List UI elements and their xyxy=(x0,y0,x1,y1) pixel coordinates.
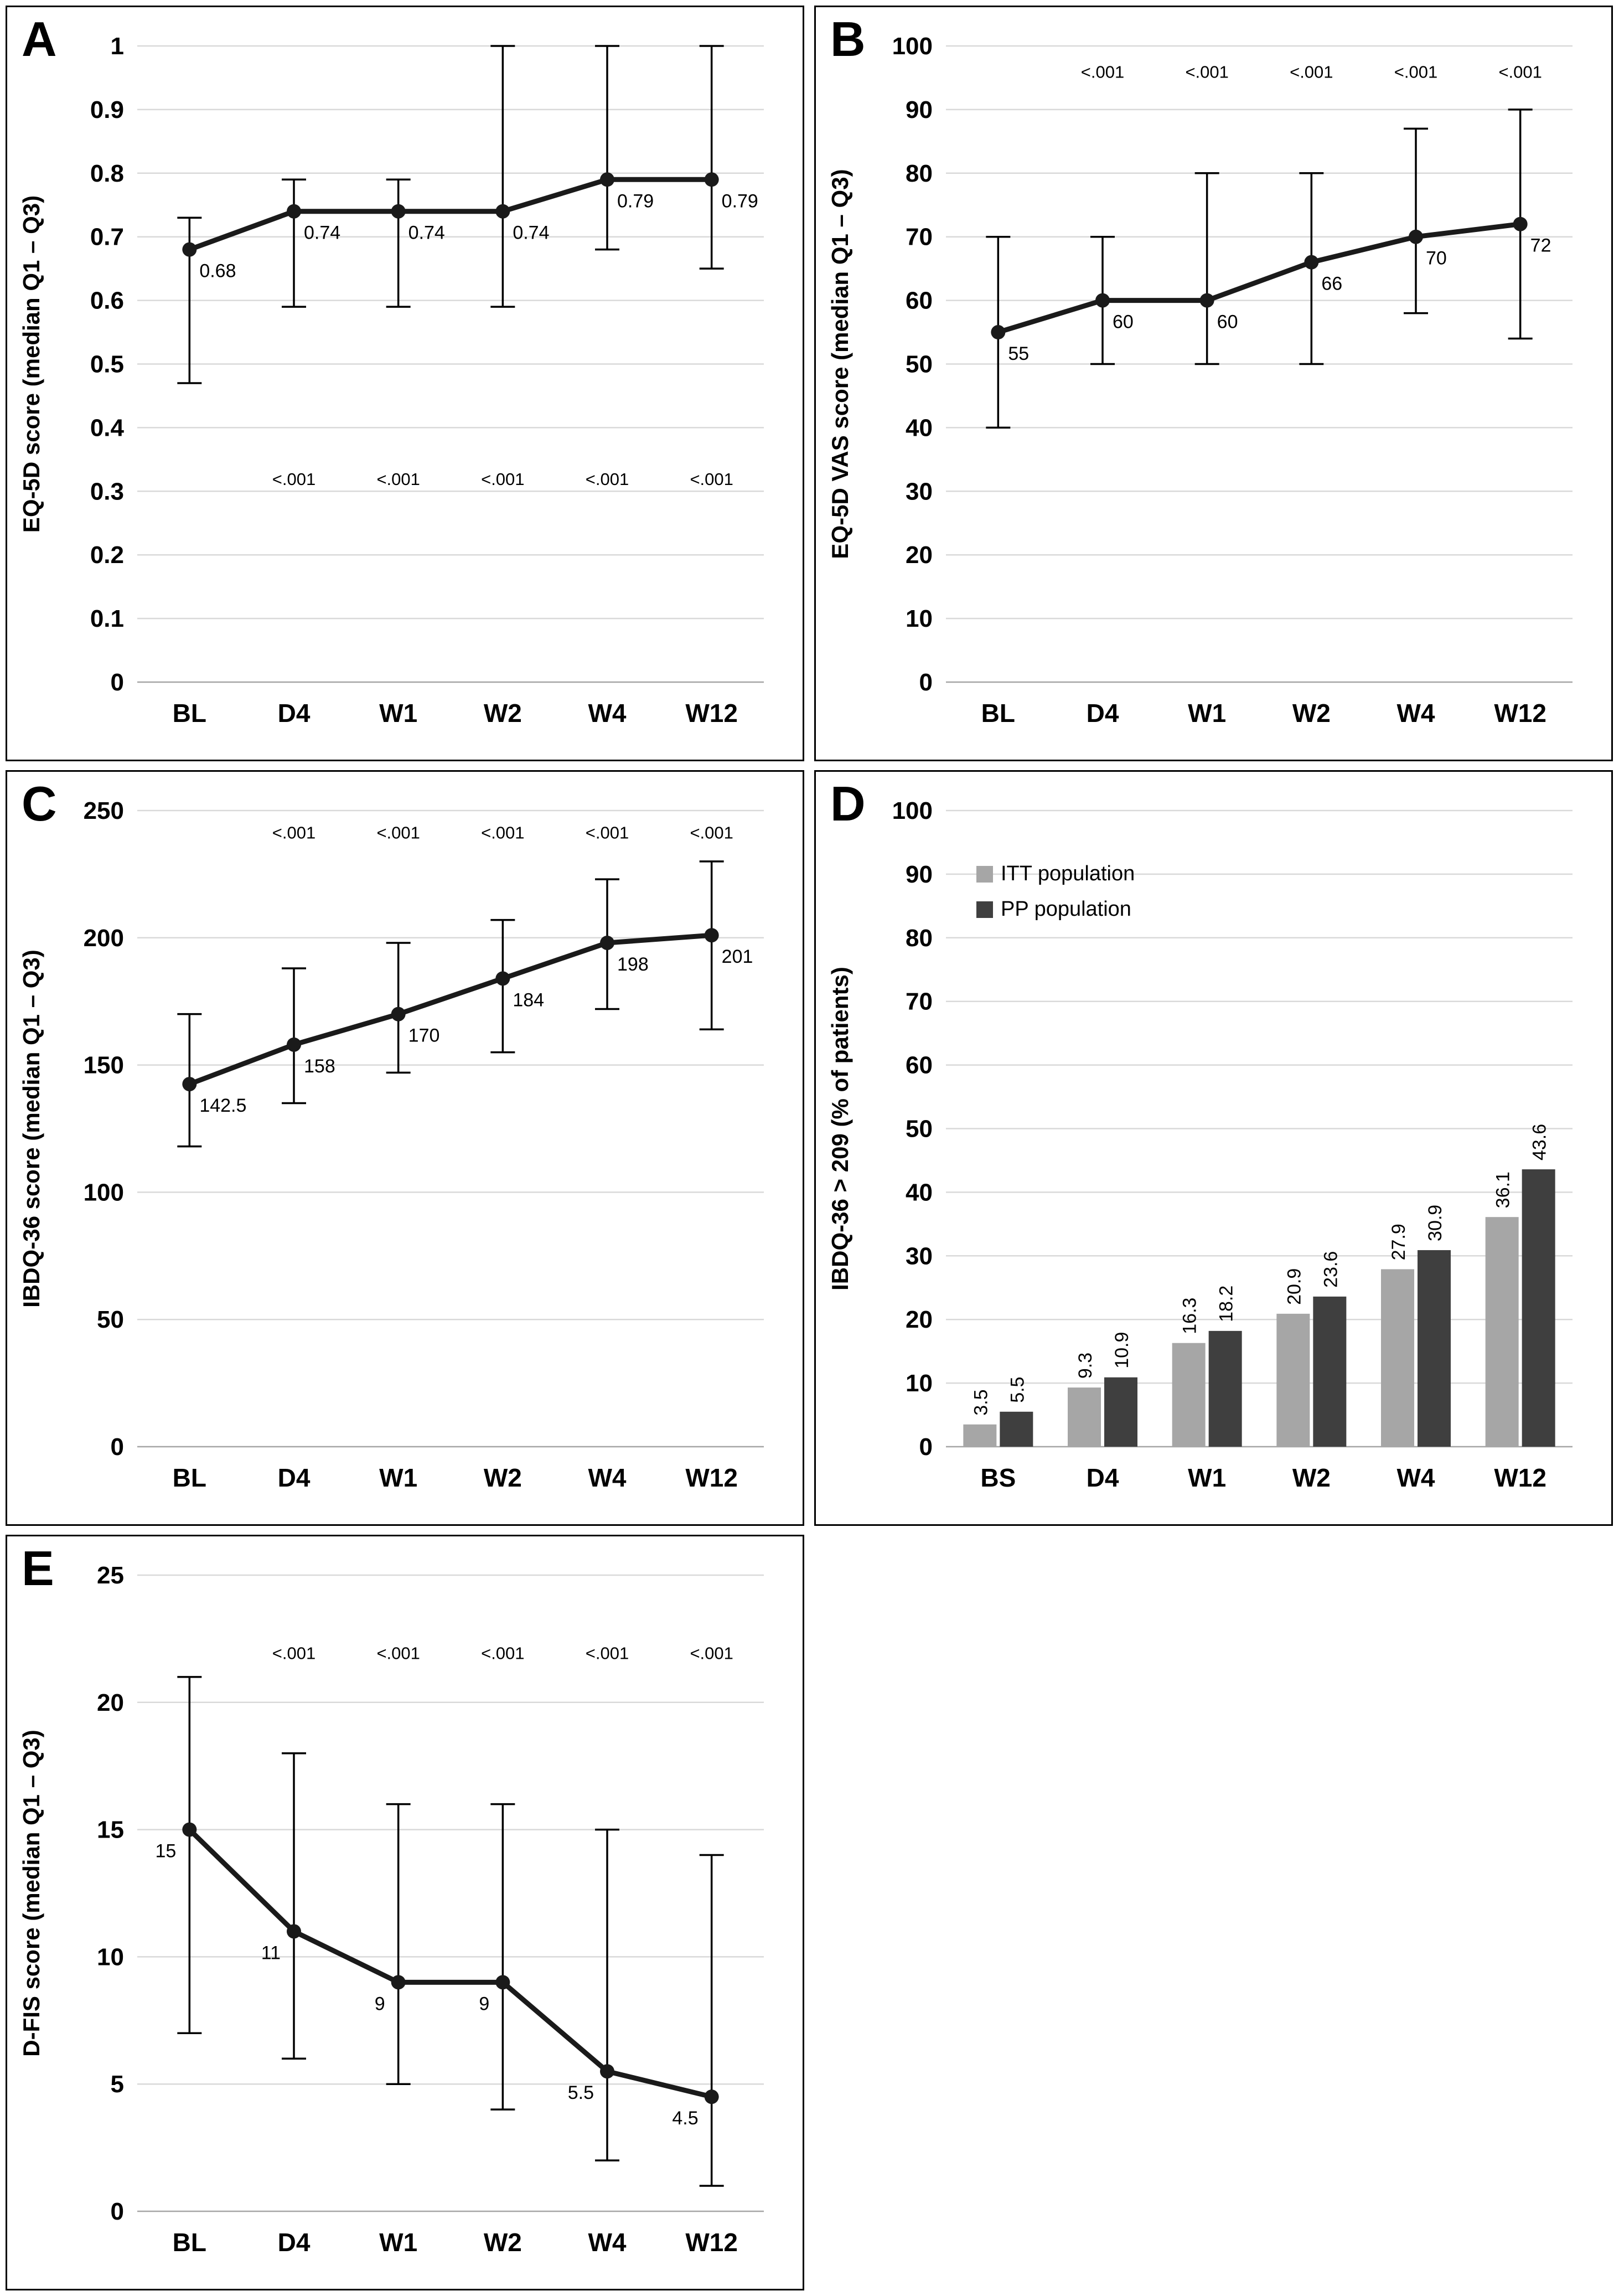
svg-text:BL: BL xyxy=(172,1463,206,1492)
svg-text:60: 60 xyxy=(906,287,933,314)
svg-text:0.8: 0.8 xyxy=(90,159,124,187)
svg-text:D4: D4 xyxy=(277,1463,311,1492)
svg-text:0: 0 xyxy=(919,669,933,696)
svg-text:100: 100 xyxy=(83,1179,124,1206)
svg-text:IBDQ-36 score (median Q1 – Q3): IBDQ-36 score (median Q1 – Q3) xyxy=(18,950,44,1308)
svg-text:20: 20 xyxy=(906,1306,933,1334)
svg-text:<.001: <.001 xyxy=(585,823,629,843)
svg-text:25: 25 xyxy=(97,1562,124,1589)
svg-text:W4: W4 xyxy=(1396,1463,1435,1492)
svg-text:11: 11 xyxy=(261,1942,281,1964)
svg-text:60: 60 xyxy=(1113,311,1134,333)
svg-text:W1: W1 xyxy=(379,1463,418,1492)
svg-text:90: 90 xyxy=(906,96,933,123)
svg-text:60: 60 xyxy=(1217,311,1238,333)
svg-text:3.5: 3.5 xyxy=(970,1389,992,1416)
svg-text:0.68: 0.68 xyxy=(199,260,236,282)
empty-cell xyxy=(814,1535,1613,2290)
svg-text:201: 201 xyxy=(721,946,753,968)
svg-text:60: 60 xyxy=(906,1051,933,1079)
svg-text:W4: W4 xyxy=(588,1463,627,1492)
panel-d xyxy=(814,770,1613,1526)
svg-text:43.6: 43.6 xyxy=(1529,1123,1550,1161)
chart-c-ibdq36-score xyxy=(7,772,803,1524)
svg-text:<.001: <.001 xyxy=(690,469,733,489)
panel-a xyxy=(6,6,804,761)
svg-text:W2: W2 xyxy=(483,699,522,728)
svg-text:10: 10 xyxy=(906,1370,933,1397)
svg-text:W2: W2 xyxy=(1292,699,1331,728)
svg-text:20: 20 xyxy=(906,541,933,569)
svg-text:27.9: 27.9 xyxy=(1388,1224,1409,1261)
svg-text:W12: W12 xyxy=(1494,699,1546,728)
svg-text:0: 0 xyxy=(110,2198,124,2225)
panel-c-letter: C xyxy=(22,776,57,831)
svg-text:W1: W1 xyxy=(379,699,418,728)
svg-text:0: 0 xyxy=(110,669,124,696)
svg-text:0.79: 0.79 xyxy=(721,190,758,212)
svg-text:9: 9 xyxy=(374,1993,385,2015)
svg-text:36.1: 36.1 xyxy=(1492,1172,1514,1209)
svg-text:<.001: <.001 xyxy=(272,823,316,843)
svg-text:0.74: 0.74 xyxy=(408,222,445,244)
svg-text:0.3: 0.3 xyxy=(90,478,124,505)
svg-text:30.9: 30.9 xyxy=(1425,1204,1446,1241)
svg-text:0: 0 xyxy=(919,1433,933,1461)
svg-text:W1: W1 xyxy=(379,2228,418,2257)
svg-text:EQ-5D VAS score (median Q1 – Q: EQ-5D VAS score (median Q1 – Q3) xyxy=(827,169,853,559)
svg-text:4.5: 4.5 xyxy=(672,2108,699,2129)
svg-text:55: 55 xyxy=(1008,343,1030,365)
panel-a-letter: A xyxy=(22,12,57,66)
svg-text:15: 15 xyxy=(155,1840,177,1862)
svg-text:W2: W2 xyxy=(483,2228,522,2257)
svg-text:0.74: 0.74 xyxy=(304,222,341,244)
svg-text:10: 10 xyxy=(97,1943,124,1971)
svg-text:10: 10 xyxy=(906,605,933,633)
svg-text:198: 198 xyxy=(617,953,649,975)
svg-text:0.9: 0.9 xyxy=(90,96,124,123)
svg-text:W12: W12 xyxy=(685,699,738,728)
svg-text:W12: W12 xyxy=(685,2228,738,2257)
svg-text:<.001: <.001 xyxy=(1080,62,1125,82)
svg-text:90: 90 xyxy=(906,860,933,888)
svg-text:D4: D4 xyxy=(277,699,311,728)
svg-text:<.001: <.001 xyxy=(690,823,733,843)
svg-text:9.3: 9.3 xyxy=(1075,1352,1096,1379)
svg-text:PP population: PP population xyxy=(1001,897,1131,921)
svg-text:<.001: <.001 xyxy=(585,469,629,489)
svg-text:70: 70 xyxy=(1426,247,1447,269)
svg-text:D4: D4 xyxy=(277,2228,311,2257)
svg-text:16.3: 16.3 xyxy=(1179,1297,1201,1334)
svg-text:W4: W4 xyxy=(588,699,627,728)
svg-text:18.2: 18.2 xyxy=(1215,1285,1237,1322)
svg-text:ITT population: ITT population xyxy=(1001,862,1135,885)
svg-text:40: 40 xyxy=(906,414,933,442)
svg-text:W2: W2 xyxy=(1292,1463,1331,1492)
svg-text:100: 100 xyxy=(892,797,933,824)
svg-text:EQ-5D score (median Q1 – Q3): EQ-5D score (median Q1 – Q3) xyxy=(18,195,44,533)
panel-e xyxy=(6,1535,804,2290)
panel-b xyxy=(814,6,1613,761)
svg-text:23.6: 23.6 xyxy=(1320,1251,1342,1288)
svg-text:20: 20 xyxy=(97,1689,124,1716)
svg-text:15: 15 xyxy=(97,1816,124,1844)
svg-text:9: 9 xyxy=(479,1993,490,2015)
svg-text:W4: W4 xyxy=(1396,699,1435,728)
svg-text:<.001: <.001 xyxy=(376,823,420,843)
svg-text:30: 30 xyxy=(906,1242,933,1270)
svg-text:100: 100 xyxy=(892,33,933,60)
svg-text:<.001: <.001 xyxy=(272,1643,316,1663)
svg-text:D4: D4 xyxy=(1086,1463,1119,1492)
svg-text:142.5: 142.5 xyxy=(199,1095,247,1117)
svg-text:1: 1 xyxy=(110,33,124,60)
svg-text:<.001: <.001 xyxy=(481,1643,525,1663)
svg-text:158: 158 xyxy=(304,1055,335,1077)
svg-text:170: 170 xyxy=(408,1025,440,1046)
svg-text:BL: BL xyxy=(172,699,206,728)
panel-e-letter: E xyxy=(22,1541,54,1596)
svg-text:W2: W2 xyxy=(483,1463,522,1492)
svg-text:0.5: 0.5 xyxy=(90,350,124,378)
svg-text:W12: W12 xyxy=(685,1463,738,1492)
svg-text:5.5: 5.5 xyxy=(567,2082,594,2104)
panel-d-letter: D xyxy=(830,776,866,831)
svg-text:5.5: 5.5 xyxy=(1007,1376,1028,1403)
svg-text:<.001: <.001 xyxy=(1498,62,1542,82)
svg-text:200: 200 xyxy=(83,924,124,952)
svg-text:50: 50 xyxy=(97,1306,124,1334)
svg-text:250: 250 xyxy=(83,797,124,824)
chart-b-eq5d-vas-score xyxy=(816,7,1611,760)
svg-text:20.9: 20.9 xyxy=(1284,1268,1305,1305)
svg-text:5: 5 xyxy=(110,2071,124,2098)
svg-text:<.001: <.001 xyxy=(585,1643,629,1663)
svg-text:30: 30 xyxy=(906,478,933,505)
panel-b-letter: B xyxy=(830,12,866,66)
svg-text:BL: BL xyxy=(172,2228,206,2257)
svg-text:<.001: <.001 xyxy=(481,823,525,843)
svg-text:0.7: 0.7 xyxy=(90,223,124,251)
svg-text:72: 72 xyxy=(1530,235,1551,256)
svg-text:80: 80 xyxy=(906,159,933,187)
svg-text:<.001: <.001 xyxy=(376,1643,420,1663)
svg-text:184: 184 xyxy=(513,989,545,1011)
svg-text:40: 40 xyxy=(906,1179,933,1206)
svg-text:10.9: 10.9 xyxy=(1111,1332,1132,1369)
svg-text:80: 80 xyxy=(906,924,933,952)
svg-text:<.001: <.001 xyxy=(1185,62,1229,82)
svg-text:W4: W4 xyxy=(588,2228,627,2257)
svg-text:W12: W12 xyxy=(1494,1463,1546,1492)
svg-text:66: 66 xyxy=(1321,273,1343,295)
svg-text:D-FIS score (median Q1 – Q3): D-FIS score (median Q1 – Q3) xyxy=(18,1730,44,2057)
svg-text:0: 0 xyxy=(110,1433,124,1461)
svg-text:<.001: <.001 xyxy=(481,469,525,489)
svg-text:50: 50 xyxy=(906,350,933,378)
svg-text:70: 70 xyxy=(906,988,933,1015)
chart-e-dfis-score xyxy=(7,1536,803,2289)
svg-text:D4: D4 xyxy=(1086,699,1119,728)
svg-text:<.001: <.001 xyxy=(690,1643,733,1663)
svg-text:<.001: <.001 xyxy=(376,469,420,489)
svg-text:0.74: 0.74 xyxy=(513,222,550,244)
svg-text:0.1: 0.1 xyxy=(90,605,124,633)
svg-text:<.001: <.001 xyxy=(1290,62,1333,82)
chart-a-eq5d-score xyxy=(7,7,803,760)
svg-text:BS: BS xyxy=(980,1463,1016,1492)
svg-text:0.2: 0.2 xyxy=(90,541,124,569)
chart-d-ibdq36-responders-bars xyxy=(816,772,1611,1524)
svg-text:<.001: <.001 xyxy=(1394,62,1438,82)
svg-text:70: 70 xyxy=(906,223,933,251)
svg-text:W1: W1 xyxy=(1188,1463,1227,1492)
svg-text:<.001: <.001 xyxy=(272,469,316,489)
svg-text:0.4: 0.4 xyxy=(90,414,124,442)
panel-c xyxy=(6,770,804,1526)
svg-text:BL: BL xyxy=(981,699,1015,728)
svg-text:W1: W1 xyxy=(1188,699,1227,728)
svg-text:IBDQ-36 > 209 (% of patients): IBDQ-36 > 209 (% of patients) xyxy=(827,967,853,1291)
svg-text:0.6: 0.6 xyxy=(90,287,124,314)
svg-text:0.79: 0.79 xyxy=(617,190,654,212)
svg-text:50: 50 xyxy=(906,1115,933,1143)
svg-text:150: 150 xyxy=(83,1051,124,1079)
